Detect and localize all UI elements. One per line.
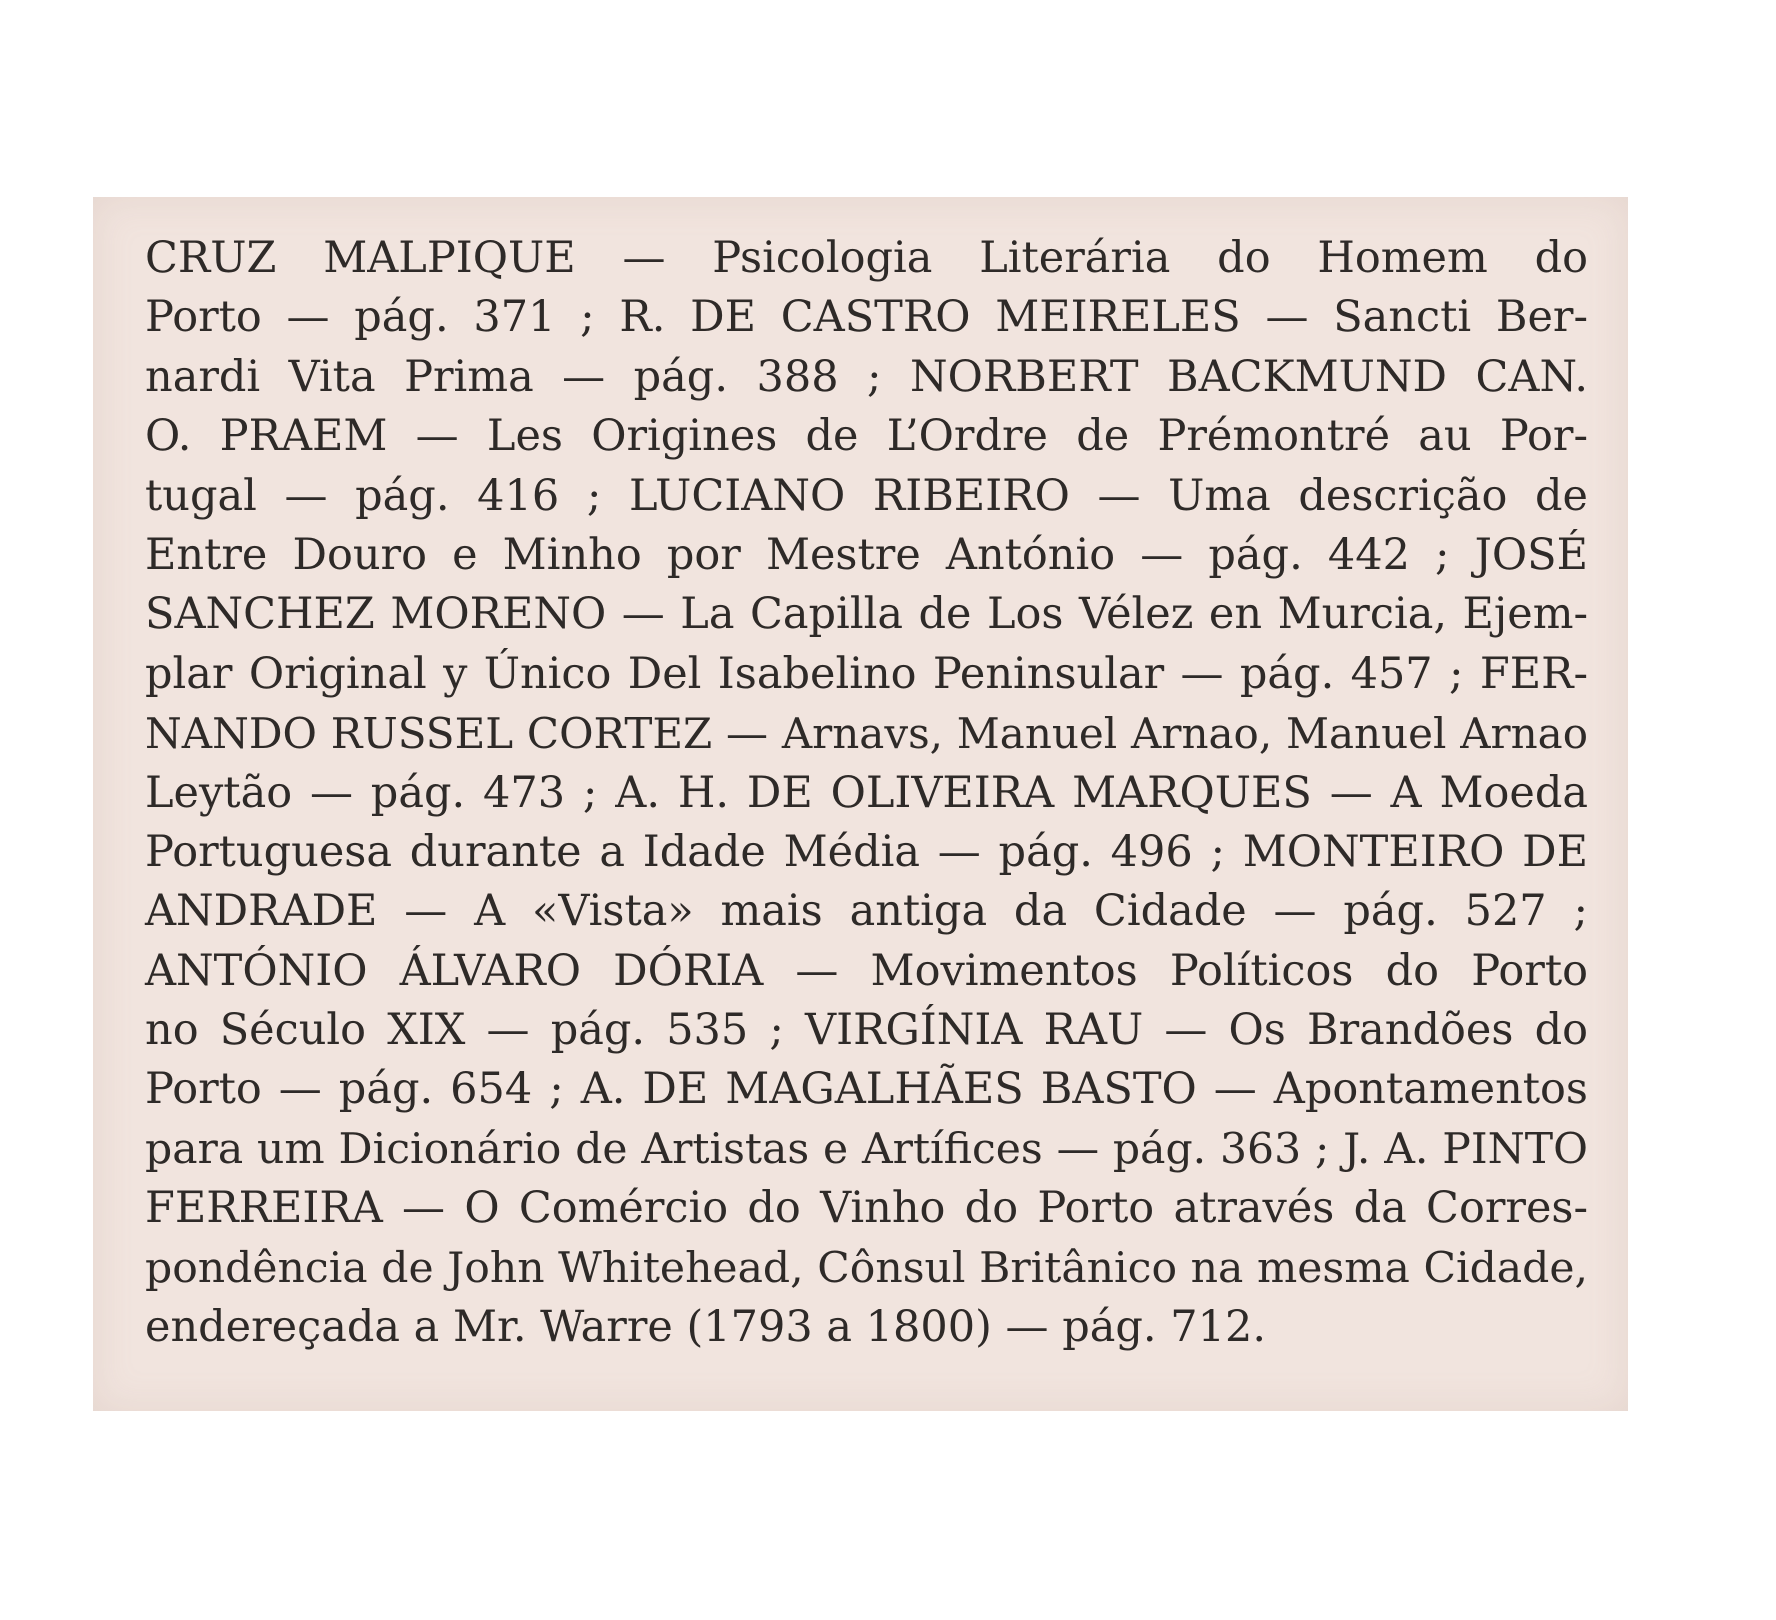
text-line: no Século XIX — pág. 535 ; VIRGÍNIA RAU — Os Brandões do <box>145 1005 1588 1056</box>
text-line: Leytão — pág. 473 ; A. H. DE OLIVEIRA MARQUES — A Moeda <box>145 767 1588 818</box>
text-line: ANDRADE — A «Vista» mais antiga da Cidade — pág. 527 ; <box>145 886 1588 937</box>
text-line: endereçada a Mr. Warre (1793 a 1800) — pág. 712. <box>145 1302 1266 1353</box>
text-block <box>145 229 1588 1357</box>
scanned-page <box>93 197 1628 1411</box>
text-line: Entre Douro e Minho por Mestre António — pág. 442 ; JOSÉ <box>145 529 1588 580</box>
text-line: nardi Vita Prima — pág. 388 ; NORBERT BACKMUND CAN. <box>145 351 1588 402</box>
text-line: O. PRAEM — Les Origines de L’Ordre de Prémontré au Por- <box>145 411 1588 462</box>
text-line: Porto — pág. 371 ; R. DE CASTRO MEIRELES — Sancti Ber- <box>145 292 1588 343</box>
text-line: ANTÓNIO ÁLVARO DÓRIA — Movimentos Políticos do Porto <box>145 945 1588 996</box>
text-line: plar Original y Único Del Isabelino Peninsular — pág. 457 ; FER- <box>145 648 1588 699</box>
text-line: pondência de John Whitehead, Cônsul Britânico na mesma Cidade, <box>145 1243 1588 1293</box>
text-line: FERREIRA — O Comércio do Vinho do Porto através da Corres- <box>145 1183 1588 1234</box>
text-line: Portuguesa durante a Idade Média — pág. 496 ; MONTEIRO DE <box>145 826 1588 877</box>
text-line: SANCHEZ MORENO — La Capilla de Los Vélez en Murcia, Ejem- <box>145 589 1588 640</box>
text-line: NANDO RUSSEL CORTEZ — Arnavs, Manuel Arnao, Manuel Arnao <box>145 709 1588 759</box>
text-line: tugal — pág. 416 ; LUCIANO RIBEIRO — Uma descrição de <box>145 470 1588 521</box>
text-line: CRUZ MALPIQUE — Psicologia Literária do Homem do <box>145 233 1588 283</box>
text-line: para um Dicionário de Artistas e Artífices — pág. 363 ; J. A. PINTO <box>145 1124 1588 1174</box>
text-line: Porto — pág. 654 ; A. DE MAGALHÃES BASTO — Apontamentos <box>145 1064 1588 1115</box>
